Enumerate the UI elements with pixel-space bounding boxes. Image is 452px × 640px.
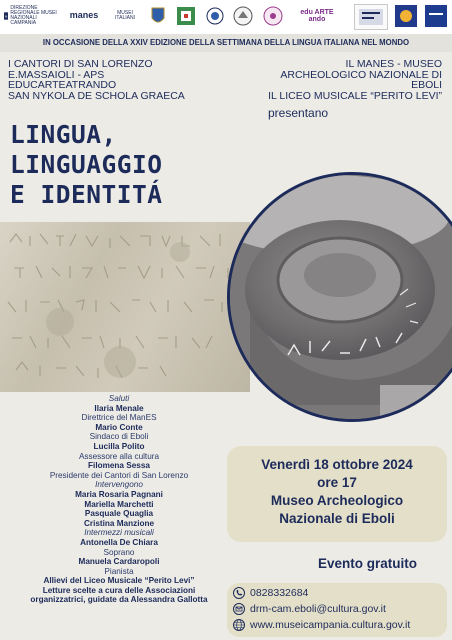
credit-name: Allievi del Liceo Musicale “Perito Levi” xyxy=(43,576,195,586)
credit-name: Mario Conte xyxy=(95,422,143,432)
musei-italiani-logo: MUSEI ITALIANI xyxy=(115,9,135,21)
cantori-logo xyxy=(204,4,226,28)
ministero-cultura-logo xyxy=(394,4,418,28)
schola-graeca-logo xyxy=(354,4,388,30)
event-date: Venerdì 18 ottobre 2024 xyxy=(261,457,413,472)
event-venue-line: Nazionale di Eboli xyxy=(279,511,395,526)
contact-website[interactable]: www.museicampania.cultura.gov.it xyxy=(233,619,410,631)
event-venue-line: Museo Archeologico xyxy=(270,493,404,508)
credit-name: Cristina Manzione xyxy=(83,518,155,528)
logo-strip xyxy=(0,0,452,34)
credit-name: Pasquale Quaglia xyxy=(84,509,154,519)
credit-role: Assessore alla cultura xyxy=(78,451,160,461)
credit-name: Ilaria Menale xyxy=(94,403,144,413)
musei-campania-mark-icon xyxy=(4,6,8,26)
event-time: ore 17 xyxy=(317,475,357,490)
program-credits xyxy=(20,394,218,605)
credit-role: Pianista xyxy=(104,566,134,576)
event-occasion-banner: IN OCCASIONE DELLA XXIV EDIZIONE DELLA SETTIMANA DELLA LINGUA ITALIANA NEL MONDO xyxy=(0,34,452,52)
email-icon xyxy=(233,603,245,615)
main-title xyxy=(10,120,163,210)
credit-name: Maria Rosaria Pagnani xyxy=(75,489,163,499)
liceo-logo xyxy=(232,4,254,28)
credit-name: Mariella Marchetti xyxy=(84,499,154,509)
free-entry-label: Evento gratuito xyxy=(318,556,418,571)
contact-phone: 0828332684 xyxy=(233,587,308,599)
phone-icon xyxy=(233,587,245,599)
presentano-text: presentano xyxy=(268,106,329,120)
ente-logo xyxy=(424,4,448,28)
organizers-left: I CANTORI DI SAN LORENZO E.MASSAIOLI - APS EDUCARTEATRANDO SAN NYKOLA DE SCHOLA GRAECA xyxy=(8,58,185,102)
credit-name: Lucilla Polito xyxy=(93,441,145,451)
title-line: E IDENTITÁ xyxy=(10,180,163,209)
credit-role: Sindaco di Eboli xyxy=(89,432,149,442)
eboli-coat-of-arms xyxy=(150,4,166,28)
direzione-musei-campania-logo: M DIREZIONE REGIONALE MUSEI NAZIONALI CAMPANIA xyxy=(5,4,57,27)
credit-role: Direttrice del ManES xyxy=(81,413,157,423)
inscribed-vessel-photo xyxy=(227,172,452,422)
globe-icon xyxy=(233,619,245,631)
svg-text:M: M xyxy=(5,15,8,19)
educarteatrando-logo xyxy=(260,4,286,28)
credit-name: Letture scelte a cura delle Associazioni xyxy=(42,585,196,595)
credit-hdr: Intervengono xyxy=(95,480,143,490)
credit-hdr: Intermezzi musicali xyxy=(84,528,154,538)
title-line: LINGUA, xyxy=(10,120,117,149)
manes-logo: manes xyxy=(69,10,99,21)
contacts-box xyxy=(227,583,447,637)
credit-name: Antonella De Chiara xyxy=(80,537,158,547)
credit-name: organizzatrici, guidate da Alessandra Gallotta xyxy=(30,595,208,605)
credit-role: Presidente dei Cantori di San Lorenzo xyxy=(49,470,189,480)
title-line: LINGUAGGIO xyxy=(10,150,163,179)
organizers-right: IL MANES - MUSEO ARCHEOLOGICO NAZIONALE DI EBOLI IL LICEO MUSICALE “PERITO LEVI” xyxy=(268,58,442,102)
stone-inscription-image xyxy=(0,222,250,392)
settimana-lingua-logo xyxy=(174,4,198,28)
contact-email[interactable]: drm-cam.eboli@cultura.gov.it xyxy=(233,603,386,615)
credit-role: Soprano xyxy=(103,547,135,557)
edu-arte-logo: edu ARTE ando xyxy=(300,8,334,23)
credit-name: Filomena Sessa xyxy=(88,461,150,471)
credit-name: Manuela Cardaropoli xyxy=(78,557,160,567)
credit-hdr: Saluti xyxy=(108,394,130,403)
event-info-box xyxy=(227,446,447,542)
